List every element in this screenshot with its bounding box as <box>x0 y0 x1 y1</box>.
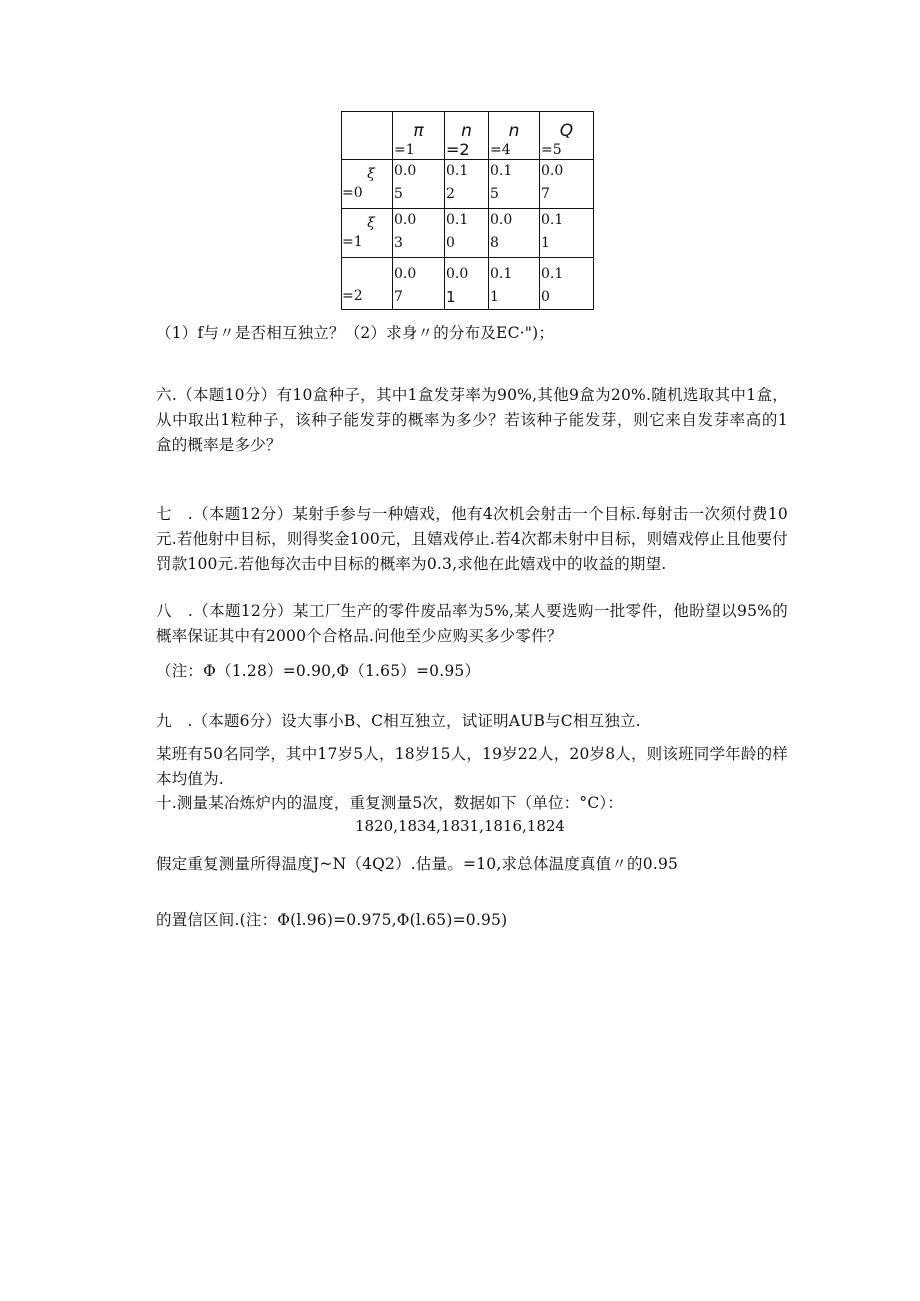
col-header-symbol: π <box>413 121 424 141</box>
question-8-note: （注：Φ（1.28）=0.90,Φ（1.65）=0.95） <box>156 662 481 680</box>
row-header-symbol: ξ <box>367 215 375 231</box>
table-cell: 0.1 0 <box>445 209 489 258</box>
col-header-symbol: n <box>461 121 472 141</box>
col-header-sub: =1 <box>394 142 415 158</box>
col-header-sub: =4 <box>490 142 511 158</box>
row-header-xi-2 <box>342 258 393 310</box>
question-7: 七 .（本题12分）某射手参与一种嬉戏，他有4次机会射击一个目标.每射击一次须付费10元.若他射中目标，则得奖金100元，且嬉戏停止.若4次都未射中目标，则嬉戏停止且他要付罚款100元.若他每次击中目标的概率为0.3,求他在此嬉戏中的收益的期望. <box>156 505 788 573</box>
table-cell: 0.1 5 <box>489 160 540 209</box>
col-header-sub: =2 <box>446 140 470 159</box>
table-cell: 0.1 1 <box>489 258 540 310</box>
row-header-sub: =1 <box>342 234 363 250</box>
table-row <box>342 209 594 258</box>
table-cell: 0.0 7 <box>540 160 594 209</box>
class-age-question: 某班有50名同学，其中17岁5人，18岁15人，19岁22人，20岁8人，则该班同学年龄的样本均值为. <box>156 745 788 788</box>
question-10-assumption: 假定重复测量所得温度J~N（4Q2）.估量。=10,求总体温度真值〃的0.95 <box>156 855 679 873</box>
table-cell: 0.0 1 <box>445 258 489 310</box>
table-row <box>342 258 594 310</box>
table-cell: 0.1 2 <box>445 160 489 209</box>
col-header-1 <box>393 112 445 160</box>
question-10: 十.测量某冶炼炉内的温度，重复测量5次，数据如下（单位：°C）： <box>156 794 624 812</box>
table-question: （1）f与〃是否相互独立？（2）求身〃的分布及EC·")； <box>156 324 555 342</box>
table-cell: 0.1 0 <box>540 258 594 310</box>
question-8: 八 .（本题12分）某工厂生产的零件废品率为5%,某人要选购一批零件，他盼望以95%的概率保证其中有2000个合格品.问他至少应购买多少零件？ <box>156 602 788 645</box>
row-header-symbol: ξ <box>367 166 375 182</box>
col-header-sub: =5 <box>541 142 562 158</box>
col-header-4 <box>540 112 594 160</box>
question-6: 六.（本题10分）有10盒种子，其中1盒发芽率为90%,其他9盒为20%.随机选取其中1盒，从中取出1粒种子，该种子能发芽的概率为多少？若该种子能发芽，则它来自发芽率高的1盒的概率是多少？ <box>156 386 788 454</box>
row-header-sub: =0 <box>342 185 363 201</box>
question-10-tail: 的置信区间.(注：Φ(l.96)=0.975,Φ(l.65)=0.95) <box>156 911 508 929</box>
table-cell: 0.0 5 <box>393 160 445 209</box>
table-row <box>342 160 594 209</box>
col-header-symbol: n <box>508 121 520 141</box>
row-header-xi-0 <box>342 160 393 209</box>
col-header-2 <box>445 112 489 160</box>
table-cell: 0.1 1 <box>540 209 594 258</box>
table-header-row <box>342 112 594 160</box>
question-9: 九 .（本题6分）设大事小B、C相互独立，试证明AUB与C相互独立. <box>156 712 641 730</box>
corner-cell <box>342 112 393 160</box>
temperature-data: 1820,1834,1831,1816,1824 <box>355 817 565 835</box>
distribution-table <box>341 111 594 310</box>
col-header-3 <box>489 112 540 160</box>
table-cell: 0.0 7 <box>393 258 445 310</box>
table-cell: 0.0 8 <box>489 209 540 258</box>
row-header-xi-1 <box>342 209 393 258</box>
col-header-symbol: Q <box>559 121 574 141</box>
row-header-sub: =2 <box>342 288 363 304</box>
table-cell: 0.0 3 <box>393 209 445 258</box>
